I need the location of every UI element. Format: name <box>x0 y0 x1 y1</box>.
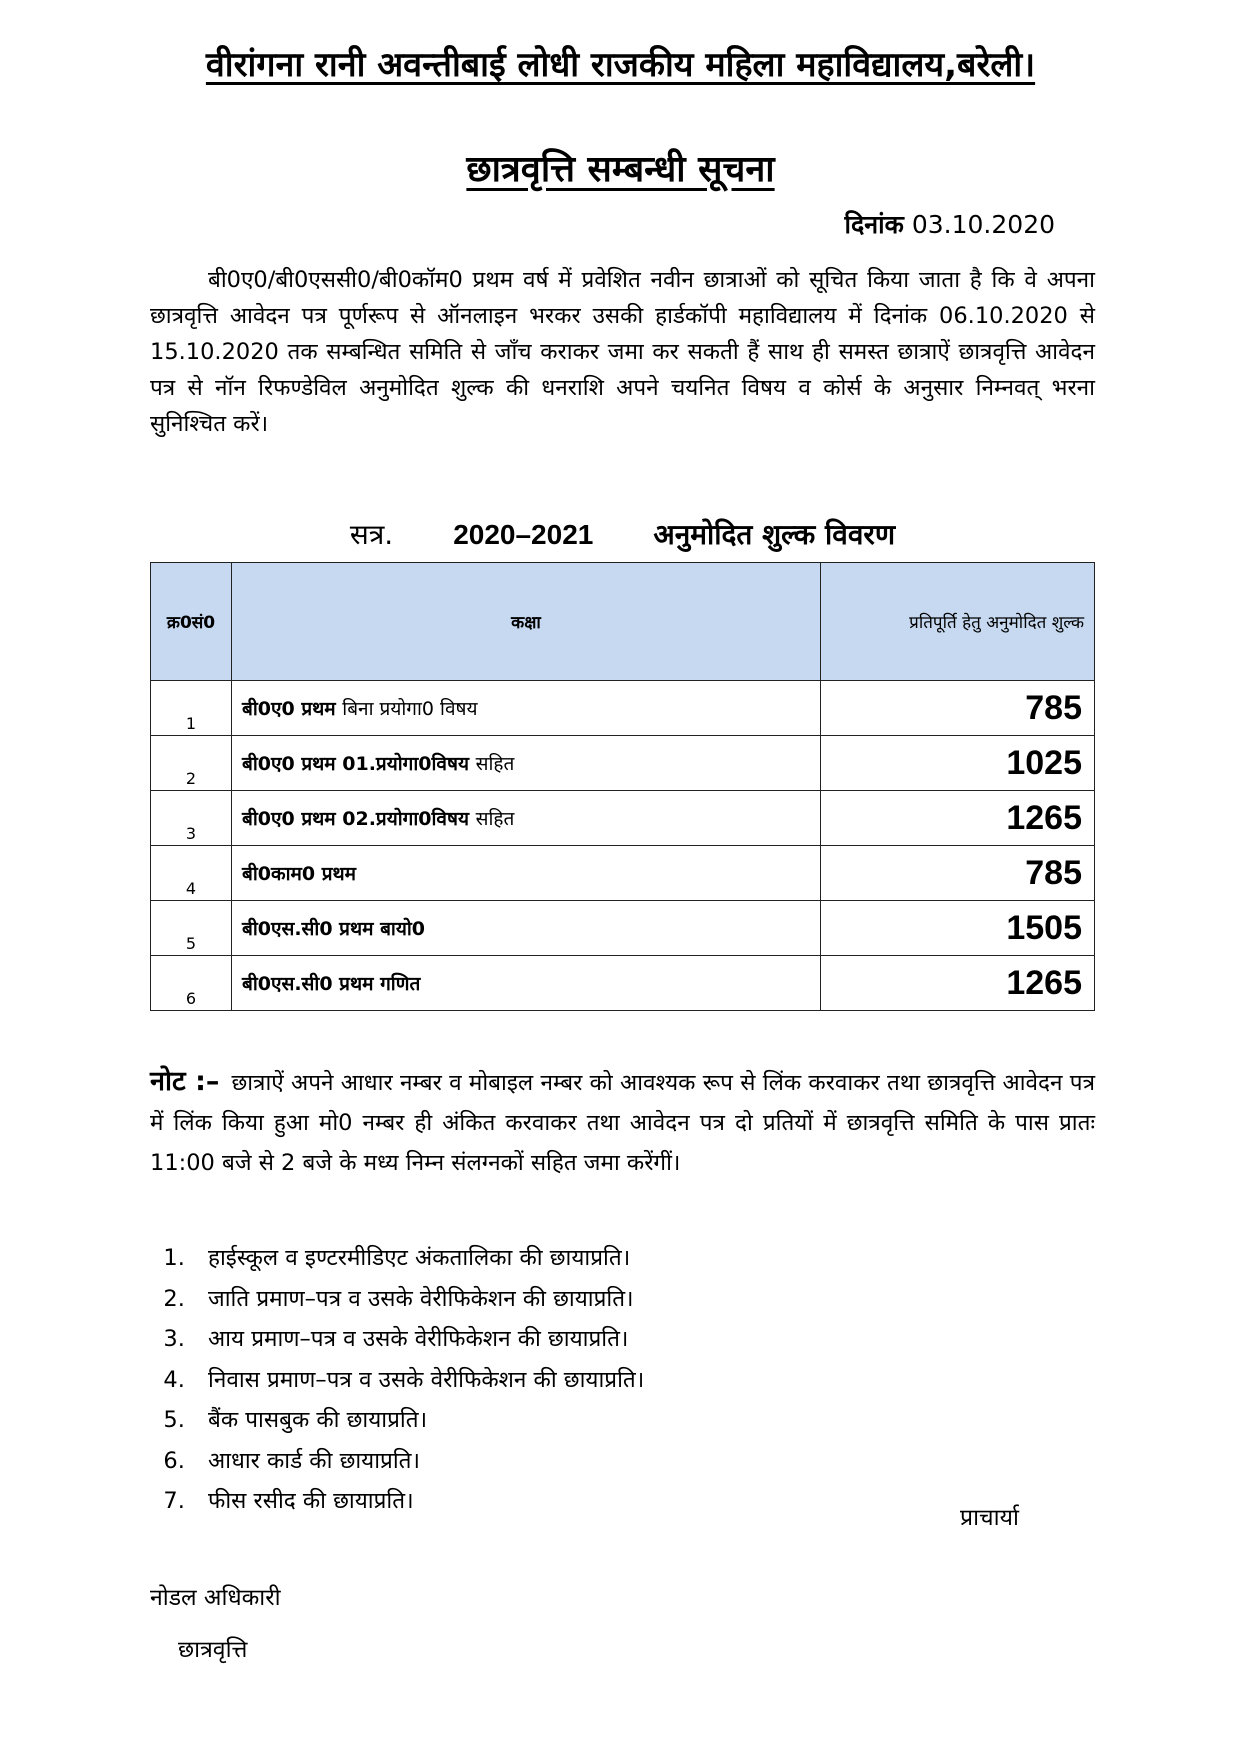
fee-table <box>150 562 1095 1011</box>
session-year: 2020–2021 <box>453 519 594 550</box>
row-class <box>232 736 821 791</box>
table-row <box>151 956 1095 1011</box>
row-class-name: बी0एस.सी0 प्रथम गणित <box>242 973 421 995</box>
row-class-name: बी0काम0 प्रथम <box>242 863 357 885</box>
row-class-name: बी0ए0 प्रथम 02.प्रयोगा0विषय <box>242 808 469 830</box>
row-sn: 3 <box>151 791 232 846</box>
intro-paragraph: बी0ए0/बी0एससी0/बी0कॉम0 प्रथम वर्ष में प्रवेशित नवीन छात्राओं को सूचित किया जाता है कि वे अपना छात्रवृत्ति आवेदन पत्र पूर्णरूप से ऑनलाइन भरकर उसकी हार्डकॉपी महाविद्यालय में दिनांक 06.10.2020 से 15.10.2020 तक सम्बन्धित समिति से जाँच कराकर जमा कर सकती हैं साथ ही समस्त छात्राऐं छात्रवृत्ति आवेदन पत्र से नॉन रिफण्डेविल अनुमोदित शुल्क की धनराशि अपने चयनित विषय व कोर्स के अनुसार निम्नवत् भरना सुनिश्चित करें। <box>150 267 1095 437</box>
row-fee: 785 <box>821 681 1095 736</box>
row-fee: 1265 <box>821 956 1095 1011</box>
date-value: 03.10.2020 <box>911 210 1055 239</box>
row-fee: 785 <box>821 846 1095 901</box>
list-item: 3. आय प्रमाण–पत्र व उसके वेरीफिकेशन की छायाप्रति। <box>192 1319 644 1360</box>
list-item: 1. हाईस्कूल व इण्टरमीडिएट अंकतालिका की छायाप्रति। <box>192 1238 644 1279</box>
table-row <box>151 791 1095 846</box>
row-class <box>232 791 821 846</box>
scholarship-dept-label: छात्रवृत्ति <box>178 1637 248 1663</box>
required-documents-list <box>150 1238 644 1522</box>
row-class-name: बी0ए0 प्रथम <box>242 698 336 720</box>
header-fee: प्रतिपूर्ति हेतु अनुमोदित शुल्क <box>821 563 1095 681</box>
nodal-officer-label: नोडल अधिकारी <box>150 1585 281 1611</box>
note-text: छात्राऐं अपने आधार नम्बर व मोबाइल नम्बर को आवश्यक रूप से लिंक करवाकर तथा छात्रवृत्ति आवेदन पत्र में लिंक किया हुआ मो0 नम्बर ही अंकित करवाकर तथा आवेदन पत्र दो प्रतियों में छात्रवृत्ति समिति के पास प्रातः 11:00 बजे से 2 बजे के मध्य निम्न संलग्नकों सहित जमा करेंगीं। <box>150 1070 1095 1176</box>
list-item: 5. बैंक पासबुक की छायाप्रति। <box>192 1400 644 1441</box>
row-class <box>232 956 821 1011</box>
session-line <box>150 515 1095 553</box>
row-class <box>232 681 821 736</box>
row-class-detail: बिना प्रयोगा0 विषय <box>342 698 478 720</box>
fee-table-heading: अनुमोदित शुल्क विवरण <box>653 518 896 551</box>
row-fee: 1265 <box>821 791 1095 846</box>
header-sn: क्र0सं0 <box>151 563 232 681</box>
row-sn: 5 <box>151 901 232 956</box>
table-row <box>151 736 1095 791</box>
note-paragraph <box>150 1062 1095 1183</box>
notice-date <box>800 207 1055 241</box>
notice-title: छात्रवृत्ति सम्बन्धी सूचना <box>466 149 775 190</box>
list-item: 7. फीस रसीद की छायाप्रति। <box>192 1481 644 1522</box>
row-fee: 1025 <box>821 736 1095 791</box>
list-item: 2. जाति प्रमाण–पत्र व उसके वेरीफिकेशन की छायाप्रति। <box>192 1279 644 1320</box>
header-class: कक्षा <box>232 563 821 681</box>
note-label: नोट :– <box>150 1066 220 1097</box>
college-title: वीरांगना रानी अवन्तीबाई लोधी राजकीय महिला महाविद्यालय,बरेली। <box>205 45 1036 85</box>
row-sn: 1 <box>151 681 232 736</box>
principal-signature: प्राचार्या <box>960 1505 1019 1531</box>
row-class <box>232 846 821 901</box>
table-row <box>151 846 1095 901</box>
list-item: 6. आधार कार्ड की छायाप्रति। <box>192 1441 644 1482</box>
table-row <box>151 901 1095 956</box>
session-label: सत्र. <box>349 518 394 551</box>
row-class-name: बी0एस.सी0 प्रथम बायो0 <box>242 918 426 940</box>
row-sn: 6 <box>151 956 232 1011</box>
row-fee: 1505 <box>821 901 1095 956</box>
row-class-detail: सहित <box>475 753 515 775</box>
table-header-row <box>151 563 1095 681</box>
row-class-name: बी0ए0 प्रथम 01.प्रयोगा0विषय <box>242 753 469 775</box>
row-sn: 2 <box>151 736 232 791</box>
list-item: 4. निवास प्रमाण–पत्र व उसके वेरीफिकेशन की छायाप्रति। <box>192 1360 644 1401</box>
row-class-detail: सहित <box>475 808 515 830</box>
date-label: दिनांक <box>844 210 904 239</box>
table-row <box>151 681 1095 736</box>
row-class <box>232 901 821 956</box>
row-sn: 4 <box>151 846 232 901</box>
